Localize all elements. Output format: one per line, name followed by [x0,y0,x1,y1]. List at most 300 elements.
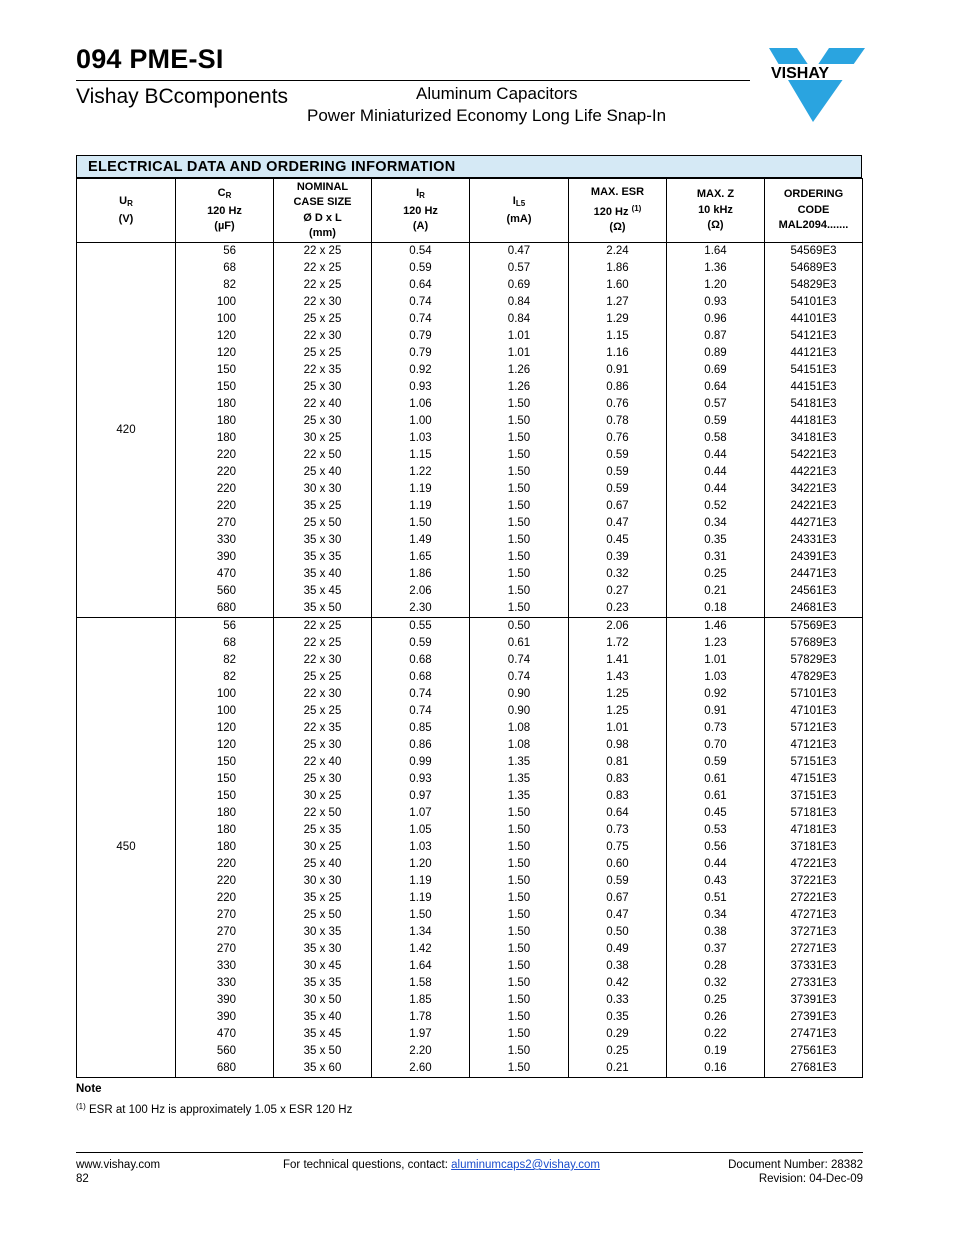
cell-max-z: 0.31 [667,549,765,566]
cell-cr: 150 [176,788,274,805]
table-row [77,618,863,636]
electrical-data-table [76,155,862,1078]
table-row [77,941,863,958]
cell-max-esr: 0.59 [569,481,667,498]
table-row [77,1060,863,1078]
cell-case-size: 35 x 35 [274,549,372,566]
cell-ordering-code: 54151E3 [765,362,863,379]
cell-cr: 390 [176,992,274,1009]
cell-case-size: 35 x 25 [274,890,372,907]
cell-max-z: 0.51 [667,890,765,907]
cell-max-esr: 0.50 [569,924,667,941]
cell-case-size: 25 x 50 [274,515,372,532]
cell-ir: 0.99 [372,754,470,771]
cell-ir: 0.74 [372,311,470,328]
cell-ir: 0.64 [372,277,470,294]
cell-max-z: 0.64 [667,379,765,396]
cell-ordering-code: 57181E3 [765,805,863,822]
cell-max-z: 0.61 [667,788,765,805]
cell-max-esr: 0.67 [569,890,667,907]
cell-case-size: 35 x 40 [274,566,372,583]
cell-ordering-code: 44181E3 [765,413,863,430]
cell-max-esr: 1.60 [569,277,667,294]
cell-max-z: 0.61 [667,771,765,788]
cell-case-size: 35 x 40 [274,1009,372,1026]
cell-il5: 1.35 [470,771,569,788]
cell-cr: 100 [176,294,274,311]
cell-case-size: 22 x 25 [274,277,372,294]
cell-max-esr: 1.15 [569,328,667,345]
cell-max-z: 0.44 [667,481,765,498]
cell-max-z: 0.18 [667,600,765,618]
cell-il5: 1.50 [470,1060,569,1078]
cell-case-size: 35 x 25 [274,498,372,515]
table-row [77,566,863,583]
cell-case-size: 25 x 25 [274,345,372,362]
table-row [77,686,863,703]
cell-max-z: 0.44 [667,447,765,464]
cell-cr: 220 [176,856,274,873]
cell-ir: 0.74 [372,703,470,720]
cell-il5: 1.50 [470,1026,569,1043]
cell-case-size: 35 x 30 [274,532,372,549]
table-row [77,788,863,805]
cell-case-size: 22 x 25 [274,618,372,636]
table-row [77,822,863,839]
cell-max-z: 0.52 [667,498,765,515]
cell-il5: 1.50 [470,856,569,873]
table-row [77,771,863,788]
table-row [77,362,863,379]
col-cr: $C_R$ 120 Hz (µF) [176,179,274,243]
cell-max-z: 1.46 [667,618,765,636]
cell-ordering-code: 47271E3 [765,907,863,924]
cell-ordering-code: 57569E3 [765,618,863,636]
cell-case-size: 22 x 25 [274,635,372,652]
cell-il5: 0.61 [470,635,569,652]
cell-cr: 180 [176,805,274,822]
cell-ordering-code: 27471E3 [765,1026,863,1043]
cell-ir: 1.03 [372,839,470,856]
table-row [77,413,863,430]
cell-ordering-code: 27681E3 [765,1060,863,1078]
cell-max-z: 0.34 [667,515,765,532]
cell-ordering-code: 27391E3 [765,1009,863,1026]
cell-max-esr: 1.41 [569,652,667,669]
cell-max-esr: 1.72 [569,635,667,652]
cell-max-esr: 1.25 [569,686,667,703]
cell-il5: 1.50 [470,532,569,549]
cell-case-size: 30 x 25 [274,839,372,856]
logo-text: VISHAY [771,65,830,82]
cell-max-z: 0.19 [667,1043,765,1060]
table-row [77,532,863,549]
table-row [77,907,863,924]
cell-cr: 180 [176,839,274,856]
cell-ir: 0.93 [372,771,470,788]
cell-max-esr: 0.35 [569,1009,667,1026]
cell-ir: 0.86 [372,737,470,754]
cell-cr: 120 [176,328,274,345]
cell-il5: 1.50 [470,805,569,822]
cell-case-size: 35 x 50 [274,600,372,618]
cell-il5: 1.50 [470,1043,569,1060]
cell-il5: 0.47 [470,243,569,261]
cell-cr: 100 [176,311,274,328]
cell-max-esr: 0.59 [569,873,667,890]
cell-cr: 680 [176,600,274,618]
table-row [77,890,863,907]
table-row [77,243,863,261]
cell-ordering-code: 34221E3 [765,481,863,498]
cell-il5: 1.50 [470,549,569,566]
cell-max-z: 1.23 [667,635,765,652]
cell-ir: 0.97 [372,788,470,805]
cell-il5: 1.26 [470,362,569,379]
note-heading: Note [76,1083,102,1095]
cell-ordering-code: 24471E3 [765,566,863,583]
cell-case-size: 30 x 25 [274,430,372,447]
cell-ir: 1.06 [372,396,470,413]
cell-il5: 0.50 [470,618,569,636]
cell-ordering-code: 44121E3 [765,345,863,362]
cell-cr: 560 [176,1043,274,1060]
cell-case-size: 22 x 35 [274,720,372,737]
cell-max-z: 1.01 [667,652,765,669]
cell-max-esr: 0.39 [569,549,667,566]
cell-ir: 1.42 [372,941,470,958]
table-row [77,1009,863,1026]
cell-max-z: 0.89 [667,345,765,362]
cell-ordering-code: 44151E3 [765,379,863,396]
cell-ordering-code: 57689E3 [765,635,863,652]
cell-cr: 470 [176,566,274,583]
cell-cr: 270 [176,907,274,924]
cell-cr: 180 [176,822,274,839]
col-ordering-code: ORDERING CODE MAL2094....... [765,179,863,243]
cell-cr: 560 [176,583,274,600]
table-row [77,737,863,754]
table-row [77,583,863,600]
cell-cr: 120 [176,737,274,754]
cell-il5: 0.74 [470,652,569,669]
cell-max-esr: 0.81 [569,754,667,771]
page-title: 094 PME-SI [76,44,224,74]
cell-case-size: 25 x 30 [274,737,372,754]
cell-case-size: 25 x 25 [274,703,372,720]
cell-ir: 1.20 [372,856,470,873]
cell-ir: 0.55 [372,618,470,636]
table-row [77,1043,863,1060]
cell-max-z: 0.25 [667,992,765,1009]
cell-il5: 1.50 [470,396,569,413]
cell-max-z: 0.26 [667,1009,765,1026]
cell-ir: 0.79 [372,328,470,345]
cell-ordering-code: 54101E3 [765,294,863,311]
cell-cr: 100 [176,703,274,720]
table-body [77,243,863,1078]
cell-il5: 1.50 [470,600,569,618]
subtitle-line-2: Power Miniaturized Economy Long Life Snap-In [307,106,667,125]
subtitle-line-1: Aluminum Capacitors [416,84,578,103]
cell-il5: 0.69 [470,277,569,294]
cell-il5: 1.50 [470,873,569,890]
cell-ir: 1.50 [372,907,470,924]
table-row [77,754,863,771]
cell-ordering-code: 37271E3 [765,924,863,941]
ordering-table [76,178,863,1078]
cell-max-esr: 0.32 [569,566,667,583]
cell-max-esr: 0.59 [569,447,667,464]
cell-max-esr: 0.83 [569,788,667,805]
table-row [77,464,863,481]
cell-max-esr: 0.75 [569,839,667,856]
cell-max-esr: 2.24 [569,243,667,261]
cell-cr: 220 [176,498,274,515]
cell-il5: 1.50 [470,566,569,583]
table-row [77,720,863,737]
cell-cr: 82 [176,277,274,294]
cell-ir: 0.93 [372,379,470,396]
cell-ir: 0.54 [372,243,470,261]
footer-contact: For technical questions, contact: aluminumcaps2@vishay.com [283,1159,601,1171]
cell-max-esr: 0.67 [569,498,667,515]
cell-ir: 1.15 [372,447,470,464]
cell-il5: 1.50 [470,958,569,975]
table-row [77,481,863,498]
cell-ir: 0.74 [372,294,470,311]
cell-il5: 1.35 [470,788,569,805]
cell-cr: 56 [176,243,274,261]
cell-max-z: 0.16 [667,1060,765,1078]
cell-cr: 220 [176,873,274,890]
cell-cr: 68 [176,260,274,277]
cell-il5: 1.08 [470,737,569,754]
cell-max-esr: 0.38 [569,958,667,975]
cell-ir: 0.59 [372,260,470,277]
table-row [77,260,863,277]
vishay-logo [769,44,865,122]
cell-ordering-code: 57829E3 [765,652,863,669]
cell-ordering-code: 57121E3 [765,720,863,737]
cell-ir: 1.78 [372,1009,470,1026]
cell-max-esr: 1.43 [569,669,667,686]
cell-cr: 82 [176,652,274,669]
cell-max-z: 0.58 [667,430,765,447]
cell-ir: 1.86 [372,566,470,583]
cell-il5: 1.50 [470,481,569,498]
cell-case-size: 22 x 50 [274,805,372,822]
cell-ordering-code: 24391E3 [765,549,863,566]
cell-ordering-code: 47101E3 [765,703,863,720]
cell-cr: 180 [176,430,274,447]
cell-ir: 1.00 [372,413,470,430]
cell-max-z: 1.20 [667,277,765,294]
cell-max-z: 0.87 [667,328,765,345]
cell-max-z: 0.44 [667,464,765,481]
table-row [77,294,863,311]
cell-ir: 1.58 [372,975,470,992]
cell-max-esr: 0.47 [569,515,667,532]
col-ur: $U_R$ (V) [77,179,176,243]
cell-max-z: 0.59 [667,754,765,771]
cell-ordering-code: 47221E3 [765,856,863,873]
cell-cr: 390 [176,1009,274,1026]
cell-il5: 0.84 [470,294,569,311]
cell-ordering-code: 54569E3 [765,243,863,261]
cell-ordering-code: 47181E3 [765,822,863,839]
table-row [77,311,863,328]
cell-ir: 1.19 [372,498,470,515]
cell-ordering-code: 57101E3 [765,686,863,703]
cell-case-size: 25 x 25 [274,669,372,686]
cell-case-size: 30 x 25 [274,788,372,805]
cell-case-size: 22 x 30 [274,686,372,703]
cell-cr: 390 [176,549,274,566]
cell-ordering-code: 27561E3 [765,1043,863,1060]
table-row [77,703,863,720]
table-row [77,856,863,873]
cell-max-z: 0.44 [667,856,765,873]
table-row [77,600,863,618]
cell-cr: 100 [176,686,274,703]
cell-max-z: 0.32 [667,975,765,992]
col-il5: $I_{L5}$ (mA) [470,179,569,243]
cell-il5: 1.50 [470,430,569,447]
cell-ir: 0.74 [372,686,470,703]
table-row [77,379,863,396]
cell-case-size: 30 x 50 [274,992,372,1009]
cell-il5: 1.50 [470,924,569,941]
cell-il5: 1.50 [470,890,569,907]
cell-case-size: 35 x 45 [274,1026,372,1043]
cell-case-size: 35 x 50 [274,1043,372,1060]
table-row [77,975,863,992]
cell-ordering-code: 54221E3 [765,447,863,464]
cell-max-z: 0.69 [667,362,765,379]
footer-website[interactable]: www.vishay.com [76,1159,161,1171]
cell-il5: 1.50 [470,907,569,924]
cell-ordering-code: 34181E3 [765,430,863,447]
col-case-size: NOMINAL CASE SIZE Ø D x L (mm) [274,179,372,243]
col-max-z: MAX. Z 10 kHz (Ω) [667,179,765,243]
cell-case-size: 25 x 35 [274,822,372,839]
cell-ir: 1.97 [372,1026,470,1043]
cell-max-esr: 0.76 [569,396,667,413]
cell-il5: 1.50 [470,464,569,481]
cell-ir: 1.19 [372,890,470,907]
table-row [77,447,863,464]
cell-max-z: 0.96 [667,311,765,328]
cell-max-z: 1.64 [667,243,765,261]
cell-cr: 120 [176,345,274,362]
cell-cr: 56 [176,618,274,636]
cell-ordering-code: 37181E3 [765,839,863,856]
cell-ordering-code: 27331E3 [765,975,863,992]
cell-il5: 1.50 [470,515,569,532]
table-row [77,839,863,856]
cell-ordering-code: 24331E3 [765,532,863,549]
cell-max-esr: 0.33 [569,992,667,1009]
cell-max-z: 0.43 [667,873,765,890]
cell-il5: 1.50 [470,1009,569,1026]
cell-case-size: 25 x 25 [274,311,372,328]
cell-il5: 1.35 [470,754,569,771]
cell-ir: 0.79 [372,345,470,362]
cell-ir: 2.06 [372,583,470,600]
cell-max-z: 0.93 [667,294,765,311]
cell-case-size: 30 x 30 [274,481,372,498]
footer-revision: Revision: 04-Dec-09 [758,1173,863,1185]
contact-email-link[interactable]: aluminumcaps2@vishay.com [451,1159,601,1171]
cell-case-size: 35 x 45 [274,583,372,600]
cell-ordering-code: 37221E3 [765,873,863,890]
cell-case-size: 22 x 30 [274,328,372,345]
cell-max-esr: 0.25 [569,1043,667,1060]
cell-il5: 1.01 [470,345,569,362]
cell-ir: 2.30 [372,600,470,618]
cell-max-z: 1.36 [667,260,765,277]
cell-max-esr: 0.59 [569,464,667,481]
cell-voltage: 450 [77,618,176,1078]
cell-case-size: 25 x 40 [274,464,372,481]
cell-il5: 1.50 [470,498,569,515]
cell-voltage: 420 [77,243,176,618]
cell-max-esr: 0.83 [569,771,667,788]
table-row [77,277,863,294]
cell-case-size: 25 x 50 [274,907,372,924]
cell-ir: 1.22 [372,464,470,481]
cell-max-z: 0.73 [667,720,765,737]
cell-cr: 470 [176,1026,274,1043]
table-row [77,635,863,652]
cell-ordering-code: 47829E3 [765,669,863,686]
cell-ir: 1.03 [372,430,470,447]
cell-case-size: 22 x 25 [274,260,372,277]
cell-il5: 1.26 [470,379,569,396]
cell-cr: 270 [176,515,274,532]
cell-max-esr: 0.91 [569,362,667,379]
cell-il5: 1.01 [470,328,569,345]
table-row [77,1026,863,1043]
table-row [77,549,863,566]
cell-ir: 1.07 [372,805,470,822]
cell-cr: 220 [176,464,274,481]
cell-max-esr: 0.47 [569,907,667,924]
table-row [77,328,863,345]
cell-max-z: 0.53 [667,822,765,839]
cell-cr: 270 [176,941,274,958]
cell-ordering-code: 44221E3 [765,464,863,481]
table-row [77,873,863,890]
cell-max-z: 0.22 [667,1026,765,1043]
cell-max-esr: 0.45 [569,532,667,549]
cell-il5: 0.84 [470,311,569,328]
cell-max-esr: 0.60 [569,856,667,873]
cell-max-z: 0.91 [667,703,765,720]
cell-cr: 220 [176,447,274,464]
table-row [77,430,863,447]
company-name: Vishay BCcomponents [76,85,289,108]
cell-cr: 150 [176,362,274,379]
cell-ordering-code: 47121E3 [765,737,863,754]
table-row [77,515,863,532]
cell-max-z: 0.45 [667,805,765,822]
cell-cr: 270 [176,924,274,941]
cell-cr: 330 [176,975,274,992]
cell-ir: 0.92 [372,362,470,379]
cell-ordering-code: 27271E3 [765,941,863,958]
